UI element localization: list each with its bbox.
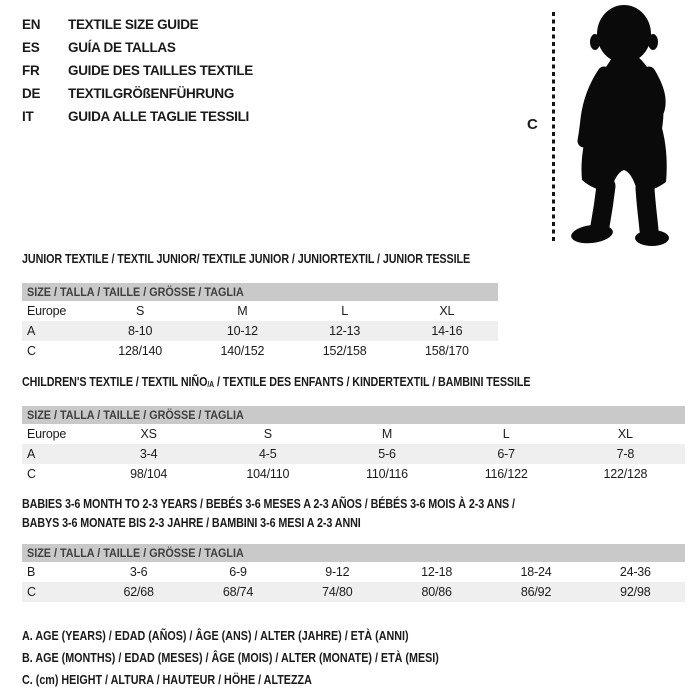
size-cell: 152/158 [322,344,367,358]
size-header-bar: SIZE / TALLA / TAILLE / GRÖSSE / TAGLIA [22,283,498,301]
section-title: CHILDREN'S TEXTILE / TEXTIL NIÑO/A / TEXTILE DES ENFANTS / KINDERTEXTIL / BAMBINI TESSILE [22,375,531,389]
table-row [22,321,498,341]
size-cell: M [237,304,248,318]
size-cell: S [136,304,145,318]
size-cell: 6-7 [497,447,515,461]
section-title-line2: BABYS 3-6 MONATE BIS 2-3 JAHRE / BAMBINI 3-6 MESI A 2-3 ANNI [22,516,361,530]
row-label: Europe [27,304,67,318]
row-label: Europe [27,427,67,441]
height-measure-dashed-line [552,12,555,243]
size-cell: XL [617,427,633,441]
row-label: C [27,585,36,599]
language-label: TEXTILE SIZE GUIDE [68,17,199,32]
section-babies-textile [22,496,685,602]
section-title: JUNIOR TEXTILE / TEXTIL JUNIOR/ TEXTILE JUNIOR / JUNIORTEXTIL / JUNIOR TESSILE [22,252,471,266]
language-code: FR [22,63,40,78]
size-cell: 86/92 [520,585,552,599]
size-cell: 104/110 [246,467,290,481]
size-cell: 74/80 [322,585,353,599]
size-cell: 3-4 [139,447,158,461]
size-cell: 4-5 [259,447,277,461]
language-label: GUÍA DE TALLAS [68,40,176,55]
size-cell: 116/122 [484,467,528,481]
size-cell: 14-16 [431,324,463,338]
row-label: A [27,324,36,338]
size-cell: 12-18 [421,565,453,579]
size-table-children [22,424,685,484]
size-cell: M [381,427,393,441]
size-cell: L [341,304,348,318]
size-cell: L [502,427,510,441]
toddler-silhouette-icon [560,4,696,246]
row-label: B [27,565,36,579]
legend-line-a: A. AGE (YEARS) / EDAD (AÑOS) / ÂGE (ANS) / ALTER (JAHRE) / ETÀ (ANNI) [22,629,409,643]
language-code: EN [22,17,41,32]
size-header-bar: SIZE / TALLA / TAILLE / GRÖSSE / TAGLIA [22,406,685,424]
language-row-de [22,82,253,105]
size-cell: 9-12 [325,565,350,579]
legend-line-b: B. AGE (MONTHS) / EDAD (MESES) / ÂGE (MOIS) / ALTER (MONATE) / ETÀ (MESI) [22,651,439,665]
language-label: TEXTILGRÖßENFÜHRUNG [68,86,235,101]
language-code: IT [22,109,34,124]
table-row [22,582,685,602]
size-cell: 158/170 [424,344,469,358]
legend-line-c: C. (cm) HEIGHT / ALTURA / HAUTEUR / HÖHE / ALTEZZA [22,673,312,687]
language-row-fr [22,59,253,82]
size-cell: 122/128 [603,467,648,481]
table-row [22,301,498,321]
size-cell: 92/98 [620,585,651,599]
section-title: BABIES 3-6 MONTH TO 2-3 YEARS / BEBÉS 3-6 MESES A 2-3 AÑOS / BÉBÉS 3-6 MOIS À 2-3 ANS / [22,497,515,511]
size-cell: XL [439,304,455,318]
language-code: DE [22,86,41,101]
size-table-babies [22,562,685,602]
language-code: ES [22,40,40,55]
row-label: C [27,344,36,358]
row-label: C [27,467,36,481]
language-row-en [22,13,253,36]
size-cell: 18-24 [520,565,552,579]
size-cell: XS [140,427,157,441]
table-row [22,444,685,464]
language-label: GUIDE DES TAILLES TEXTILE [68,63,254,78]
height-measure-label: C [527,116,538,133]
size-cell: 10-12 [226,324,258,338]
language-row-es [22,36,253,59]
size-cell: 12-13 [329,324,361,338]
size-cell: 5-6 [378,447,396,461]
size-cell: 7-8 [616,447,635,461]
language-label: GUIDA ALLE TAGLIE TESSILI [68,109,249,124]
size-cell: 98/104 [130,467,168,481]
size-header-bar: SIZE / TALLA / TAILLE / GRÖSSE / TAGLIA [22,544,685,562]
size-cell: 110/116 [366,467,408,481]
size-cell: 6-9 [229,565,247,579]
size-cell: 62/68 [123,585,154,599]
size-cell: 24-36 [619,565,651,579]
legend [22,625,507,691]
language-row-it [22,105,253,128]
table-row [22,424,685,444]
size-cell: 3-6 [129,565,148,579]
size-cell: 68/74 [222,585,254,599]
size-cell: 80/86 [421,585,452,599]
row-label: A [27,447,36,461]
table-row [22,562,685,582]
table-row [22,464,685,484]
table-row [22,341,498,361]
language-list [22,13,253,128]
section-junior-textile [22,251,498,361]
section-childrens-textile [22,374,685,484]
size-cell: S [263,427,272,441]
size-cell: 8-10 [128,324,153,338]
size-table-junior [22,301,498,361]
size-cell: 128/140 [118,344,163,358]
size-cell: 140/152 [220,344,265,358]
